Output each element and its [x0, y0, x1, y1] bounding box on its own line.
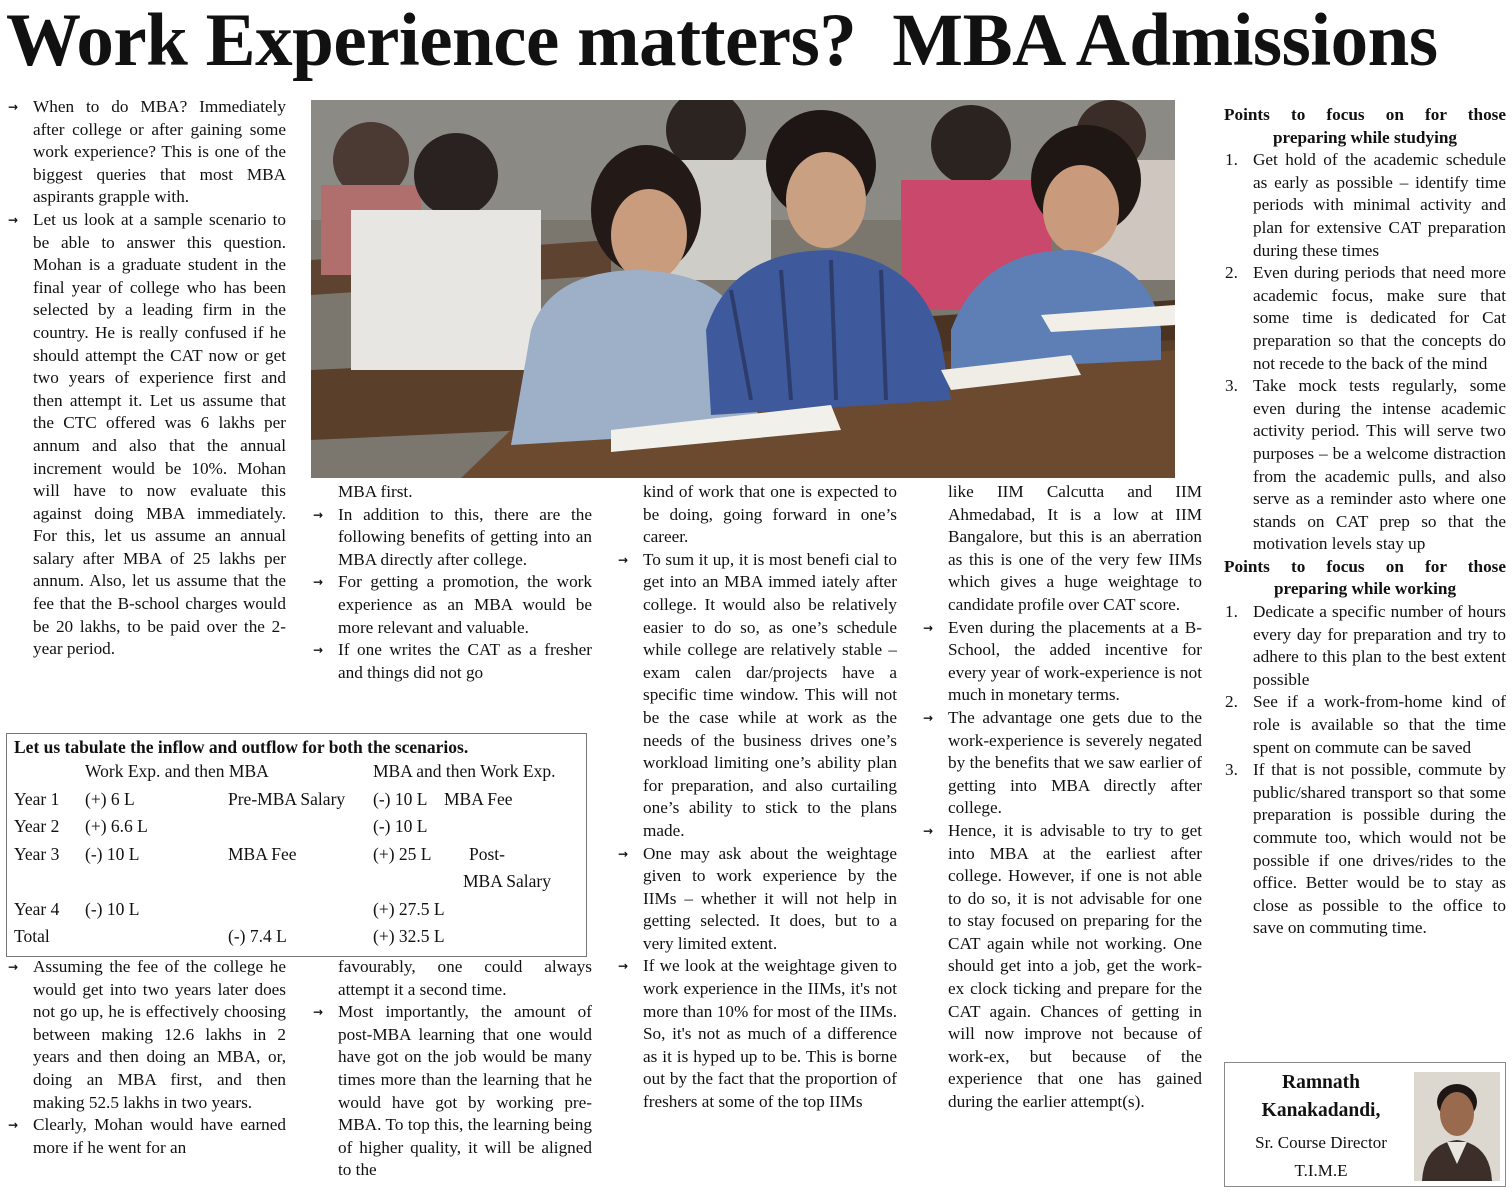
exam-hall-photo [311, 100, 1175, 478]
paragraph: → Even during the placements at a B-School, the added incentive for every year of work-experience is not much in monetary terms. [921, 617, 1202, 707]
table-cell-note: Pre-MBA Salary [228, 789, 346, 809]
paragraph-continued: kind of work that one is expected to be doing, going forward in one’s career. [643, 482, 897, 547]
paragraph-continued: like IIM Calcutta and IIM Ahmedabad, It is a low at IIM Bangalore, but this is an aberration as this is one of the very few IIMs which gives a huge weightage to candidate profile over CAT score. [948, 482, 1202, 614]
paragraph-continued: favourably, one could always attempt it a second time. [338, 957, 592, 999]
column-3 [616, 481, 897, 1114]
list-item-text: If that is not possible, commute by public/shared transport so that some preparation is possible during the commute too, which would not be possible if one drives/rides to the office. Better would be to stay as close as possible to the office to save on commuting time. [1253, 760, 1506, 938]
paragraph: → Assuming the fee of the college he would get into two years later does not go up, he is effectively choosing between making 12.6 lakhs in 2 years and then doing an MBA, or, doing an MBA first, and then making 52.5 lakhs in two years. [6, 956, 286, 1114]
author-org: T.I.M.E [1294, 1161, 1348, 1180]
column-4 [921, 481, 1202, 1114]
table-cell-note: MBA Salary [463, 871, 551, 891]
column-2-top [311, 481, 592, 684]
study-tips-heading [1224, 104, 1506, 149]
table-cell: (+) 27.5 L [373, 899, 445, 919]
table-row-label: Year 2 [14, 816, 60, 836]
paragraph: → Let us look at a sample scenario to be able to answer this question. Mohan is a graduate student in the final year of college who has been selected by a leading firm in the country. He is really confused if he should attempt the CAT now or get two years of experience first and then attempt it. Let us assume that the CTC offered was 6 lakhs per annum and also that the annual increment would be 10%. Mohan will have to now evaluate this against doing MBA immediately. For this, let us assume an annual salary after MBA of 25 lakhs per annum. Also, let us assume that the fee that the B-school charges would be 20 lakhs, to be paid over the 2-year period. [6, 209, 286, 661]
paragraph: → If one writes the CAT as a fresher and things did not go [311, 639, 592, 684]
table-cell: (-) 10 L [373, 789, 428, 809]
paragraph: → The advantage one gets due to the work-experience is severely negated by the benefits that we saw earlier of getting into MBA directly after college. [921, 707, 1202, 820]
list-item: 3. Take mock tests regularly, some even during the intense academic activity period. This will serve two purposes – be a welcome distraction from the academic pulls, and also serve as a reminder asto where one stands on CAT prep so that the motivation levels stay up [1225, 376, 1506, 554]
author-photo [1414, 1072, 1500, 1181]
tips-sidebar [1224, 104, 1506, 940]
table-row-label: Total [14, 926, 50, 946]
table-cell-note: Post- [469, 844, 505, 864]
table-cell: (-) 10 L [85, 899, 140, 919]
paragraph: → To sum it up, it is most benefi cial to get into an MBA immed iately after college. It would also be relatively easier to do so, as one’s schedule while college are relatively stable – exam calen dar/projects have a specific time window. This will not be the case while at work as the needs of the business drives one’s workload limiting one’s ability plan for preparation, and also curtailing one’s ability to stick to the plans made. [616, 549, 897, 843]
paragraph: → Most importantly, the amount of post-MBA learning that one would have got on the job would be many times more than the learning that he would have got by working pre-MBA. To top this, the learning being of higher quality, it will be aligned to the [311, 1001, 592, 1182]
table-row-label: Year 1 [14, 789, 60, 809]
table-row-label: Year 3 [14, 844, 60, 864]
study-tips-list [1224, 149, 1506, 556]
list-item-text: Even during periods that need more academic focus, make sure that some time is dedicated for Cat preparation so that the concepts do not recede to the back of the mind [1253, 263, 1506, 373]
table-header-b: MBA and then Work Exp. [373, 761, 556, 781]
table-cell-note: MBA Fee [228, 844, 297, 864]
list-item-text: See if a work-from-home kind of role is available so that the time spent on commute can be saved [1253, 692, 1506, 757]
author-role [1231, 1129, 1411, 1185]
table-cell: (+) 32.5 L [373, 926, 445, 946]
column-2-bottom [311, 956, 592, 1182]
table-cell: (-) 10 L [85, 844, 140, 864]
paragraph: → If we look at the weightage given to work experience in the IIMs, it's not more than 10% for most of the IIMs. So, it's not as much of a difference as it is hyped up to be. This is borne out by the fact that the proportion of freshers at some of the top IIMs [616, 955, 897, 1113]
author-title: Sr. Course Director [1255, 1133, 1387, 1152]
heading-line: Points to focus on for those [1224, 105, 1506, 124]
list-item: 2. See if a work-from-home kind of role is available so that the time spent on commute can be saved [1225, 692, 1506, 757]
author-name-line: Ramnath [1281, 1072, 1360, 1093]
column-1-top [6, 96, 286, 661]
scenario-table [6, 733, 587, 957]
table-cell: (-) 7.4 L [228, 926, 287, 946]
list-item-text: Get hold of the academic schedule as early as possible – identify time periods with minimal activity and plan for extensive CAT preparation during these times [1253, 150, 1506, 260]
list-item: 3. If that is not possible, commute by public/shared transport so that some preparation is possible during the commute too, which would not be possible if one drives/rides to the office. Better would be to stay as close as possible to the office to save on commuting time. [1225, 760, 1506, 938]
table-header-a: Work Exp. and then MBA [85, 761, 269, 781]
list-item-text: Take mock tests regularly, some even during the intense academic activity period. This will serve two purposes – be a welcome distraction from the academic pulls, and also serve as a reminder asto where one stands on CAT prep so that the motivation levels stay up [1253, 376, 1506, 554]
table-row-label: Year 4 [14, 899, 60, 919]
author-name [1231, 1069, 1411, 1125]
list-item: 1. Dedicate a specific number of hours every day for preparation and try to adhere to this plan to the best extent possible [1225, 602, 1506, 689]
headline-part-1: Work Experience matters? [6, 0, 857, 82]
work-tips-heading [1224, 556, 1506, 601]
table-cell: (+) 6.6 L [85, 816, 148, 836]
list-item-text: Dedicate a specific number of hours every day for preparation and try to adhere to this plan to the best extent possible [1253, 602, 1506, 689]
headline-part-2: MBA Admissions [892, 0, 1438, 82]
table-cell: (-) 10 L [373, 816, 428, 836]
paragraph-continued: MBA first. [338, 482, 413, 501]
heading-line: preparing while working [1273, 579, 1457, 599]
table-cell: (+) 25 L [373, 844, 432, 864]
paragraph: → Clearly, Mohan would have earned more if he went for an [6, 1114, 286, 1159]
headline [6, 0, 1506, 84]
heading-line: preparing while studying [1272, 127, 1457, 147]
author-box [1224, 1062, 1506, 1187]
list-item: 1. Get hold of the academic schedule as early as possible – identify time periods with minimal activity and plan for extensive CAT preparation during these times [1225, 150, 1506, 260]
table-cell-note: MBA Fee [444, 789, 513, 809]
paragraph: → One may ask about the weightage given to work experience by the IIMs – whether it will not help in getting selected. It does, but to a very limited extent. [616, 843, 897, 956]
paragraph: → In addition to this, there are the following benefits of getting into an MBA directly after college. [311, 504, 592, 572]
heading-line: Points to focus on for those [1224, 556, 1506, 576]
author-name-line: Kanakadandi, [1261, 1100, 1381, 1121]
paragraph: → Hence, it is advisable to try to get into MBA at the earliest after college. However, if one is not able to do so, it is not advisable for one to stay focused on preparing for the CAT again while not working. One should get into a job, get the work-ex clock ticking and prepare for the CAT again. Chances of getting in will now improve not because of work-ex, but because of the experience that one has gained during the earlier attempt(s). [921, 820, 1202, 1114]
paragraph: → For getting a promotion, the work experience as an MBA would be more relevant and valuable. [311, 571, 592, 639]
work-tips-list [1224, 601, 1506, 940]
paragraph: → When to do MBA? Immediately after college or after gaining some work experience? This is one of the biggest queries that most MBA aspirants grapple with. [6, 96, 286, 209]
table-title: Let us tabulate the inflow and outflow for both the scenarios. [14, 737, 469, 757]
list-item: 2. Even during periods that need more academic focus, make sure that some time is dedicated for Cat preparation so that the concepts do not recede to the back of the mind [1225, 263, 1506, 373]
column-1-bottom [6, 956, 286, 1159]
table-cell: (+) 6 L [85, 789, 135, 809]
